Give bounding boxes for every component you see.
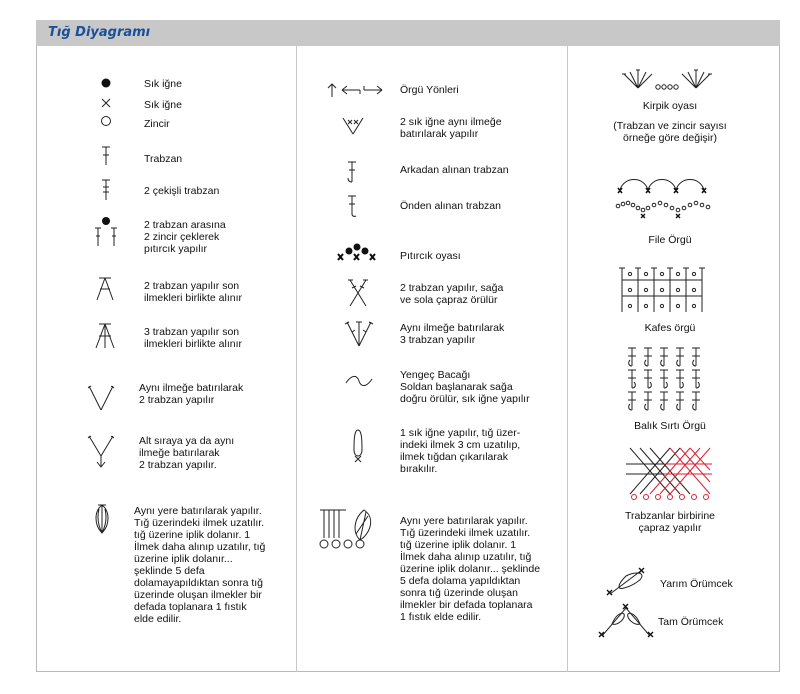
legend-label: 1 sık iğne yapılır, tığ üzer- indeki ilmek 3 cm uzatılıp, ilmek tığdan çıkarılarak bırakılır.	[400, 427, 521, 475]
legend-label: Sık iğne	[144, 78, 182, 90]
lattice-stitch-icon	[616, 266, 716, 314]
dec3-icon	[92, 322, 118, 350]
inc2-icon	[86, 382, 116, 412]
legend-label: Trabzan	[144, 153, 183, 165]
legend-label: Yengeç Bacağı Soldan başlanarak sağa doğru örülür, sık iğne yapılır	[400, 369, 530, 405]
dec2-icon	[92, 276, 118, 302]
legend-label: Kafes örgü	[644, 322, 696, 334]
legend-label: 2 çekişli trabzan	[144, 185, 220, 197]
legend-label: Önden alınan trabzan	[400, 200, 501, 212]
crossed-trabzan-icon	[346, 278, 370, 308]
puff-cluster-icon	[316, 508, 386, 550]
legend-label: 2 trabzan yapılır son ilmekleri birlikte alınır	[144, 280, 243, 304]
legend-label: 2 sık iğne aynı ilmeğe batırılarak yapılır	[400, 116, 502, 140]
legend-label: Arkadan alınan trabzan	[400, 164, 509, 176]
double-trabzan-icon	[96, 178, 116, 202]
legend-label: Aynı ilmeğe batırılarak 3 trabzan yapılır	[400, 322, 505, 346]
crab-stitch-icon	[344, 374, 374, 388]
front-post-trabzan-icon	[342, 194, 362, 218]
legend-label: Alt sıraya ya da aynı ilmeğe batırılarak 2 trabzan yapılır.	[139, 435, 235, 471]
legend-label: File Örgü	[648, 234, 692, 246]
legend-label: Trabzanlar birbirine çapraz yapılır	[624, 510, 716, 534]
column-divider	[296, 46, 297, 672]
legend-label: 3 trabzan yapılır son ilmekleri birlikte alınır	[144, 326, 243, 350]
legend-label: 2 trabzan yapılır, sağa ve sola çapraz örülür	[400, 282, 504, 306]
legend-label: Örgü Yönleri	[400, 84, 459, 96]
trabzan-icon	[96, 145, 116, 167]
chain-icon	[96, 114, 116, 128]
sc-x-icon	[96, 96, 116, 110]
mesh-stitch-icon	[610, 172, 720, 222]
legend-label: Aynı yere batırılarak yapılır. Tığ üzerindeki ilmek uzatılır. tığ üzerine iplik dolanır. 1 İlmek daha alınıp uzatılır, tığ üzerine iplik dolanır... şeklinde 5 defa dolama yapıldıktan sonra tığ üzerinde oluşan ilmekler bir defada toplanara 1 fıstık elde edilir.	[400, 515, 541, 623]
long-loop-icon	[350, 428, 366, 464]
crossed-trabzan-lattice-icon	[624, 442, 716, 502]
direction-arrows-icon	[326, 82, 384, 98]
picot-icon	[336, 244, 382, 264]
sc-dot-icon	[96, 76, 116, 90]
header-bar	[36, 20, 780, 46]
legend-label: Kirpik oyası	[642, 100, 698, 112]
inc2-below-icon	[86, 432, 116, 470]
page-title: Tığ Diyagramı	[48, 25, 151, 40]
half-spider-icon	[604, 566, 648, 598]
back-post-trabzan-icon	[342, 160, 362, 184]
inc3-icon	[344, 318, 374, 348]
legend-label: Balık Sırtı Örgü	[634, 420, 706, 432]
popcorn-icon	[88, 216, 124, 248]
legend-label: Zincir	[144, 118, 170, 130]
legend-label: Aynı ilmeğe batırılarak 2 trabzan yapılır	[139, 382, 244, 406]
legend-label: Tam Örümcek	[658, 616, 724, 628]
legend-label: 2 trabzan arasına 2 zincir çeklerek pıtırcık yapılır	[144, 219, 226, 255]
full-spider-icon	[596, 600, 656, 640]
legend-label: Yarım Örümcek	[660, 578, 733, 590]
fringe-icon	[618, 68, 718, 92]
legend-label: (Trabzan ve zincir sayısı örneğe göre değişir)	[613, 120, 727, 144]
legend-label: Pıtırcık oyası	[400, 250, 461, 262]
herringbone-icon	[622, 346, 712, 412]
sc2-together-icon	[340, 114, 366, 136]
legend-label: Sık iğne	[144, 99, 182, 111]
puff-stitch-icon	[91, 503, 113, 535]
column-divider	[567, 46, 568, 672]
legend-label: Aynı yere batırılarak yapılır. Tığ üzerindeki ilmek uzatılır. tığ üzerine iplik dolanır. 1 İlmek daha alınıp uzatılır, tığ üzerine iplik dolanır... şeklinde 5 defa dolamayapıldıktan sonra tığ üzerinde oluşan ilmekler bir defada toplanara 1 fıstık elde edilir.	[134, 505, 266, 625]
